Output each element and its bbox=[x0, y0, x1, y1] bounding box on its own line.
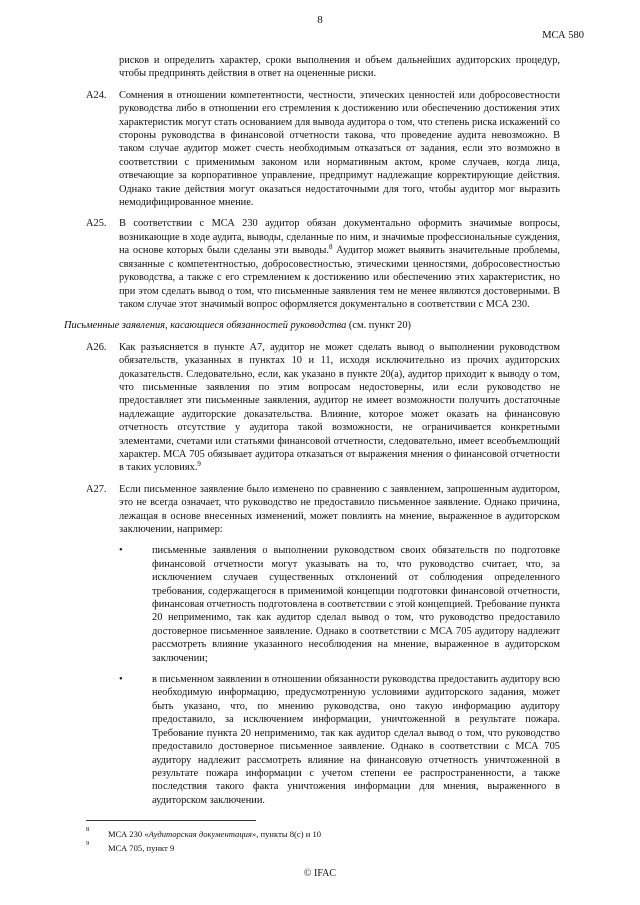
paragraph-a24 bbox=[86, 89, 560, 210]
paragraph-text: Как разъясняется в пункте A7, аудитор не может сделать вывод о выполнении руководством обязательств, указанных в пунктах 10 и 11, исходя исключительно из прочих аудиторских доказательств. Следовательно, если, как указано в пункте 20(a), аудитор приходит к выводу о том, что письменные заявления по этим вопросам недостоверны, или если руководство не предоставляет эти письменные заявления, аудитор не имеет возможности получить достаточные надлежащие аудиторские доказательства. Влияние, которое может оказать на финансовую отчетность отсутствие у аудитора такой возможности, не ограничивается конкретными элементами, счетами или статьями финансовой отчетности, следовательно, имеет всеобъемлющий характер. МСА 705 обязывает аудитора отказаться от выражения мнения о финансовой отчетности в таких условиях. bbox=[119, 341, 560, 474]
paragraph-a27 bbox=[86, 483, 560, 537]
footnote-text: МСА 705, пункт 9 bbox=[108, 843, 175, 853]
section-heading-ref: (см. пункт 20) bbox=[346, 320, 411, 332]
footnote-8 bbox=[86, 826, 322, 839]
paragraph-number: A26. bbox=[86, 341, 107, 353]
paragraph-text: Если письменное заявление было изменено по сравнению с заявлением, запрошенным аудитором, это не всегда означает, что руководство не предоставило письменное заявление. Однако причина, лежащая в основе внесенных изменений, может повлиять на мнение, выраженное в аудиторском заключении, например: bbox=[119, 483, 560, 535]
paragraph-text: Сомнения в отношении компетентности, честности, этических ценностей или добросовестности руководства либо в отношении его стремления к достижению или обеспечению достижения этих характеристик могут стать основанием для вывода аудитора о том, что степень риска искажений со стороны руководства в финансовой отчетности такова, что проведение аудита невозможно. В таком случае аудитор может счесть необходимым отказаться от задания, если это возможно в соответствии с применимым законом или нормативным актом, кроме случаев, когда лица, отвечающие за корпоративное управление, предпримут надлежащие корректирующие действия. Однако такие действия могут оказаться недостаточными для того, чтобы аудитор мог выразить немодифицированное мнение. bbox=[119, 89, 560, 209]
footnote-text bbox=[86, 829, 321, 839]
paragraph-a26 bbox=[86, 341, 560, 475]
bullet-item bbox=[119, 673, 560, 807]
section-heading-title: Письменные заявления, касающиеся обязанностей руководства bbox=[64, 320, 347, 332]
standard-label: МСА 580 bbox=[542, 30, 584, 41]
bullet-item bbox=[119, 544, 560, 665]
paragraph-number: A25. bbox=[86, 218, 107, 230]
footnote-text-end: », пункты 8(c) и 10 bbox=[251, 829, 322, 839]
footnote-title: Аудиторская документация bbox=[148, 829, 252, 839]
bullet-text: письменные заявления о выполнении руководством своих обязательств по подготовке финансовой отчетности могут указывать на то, что руководство считает, что, за исключением случаев существенных отклонений от соблюдения определенного требования, содержащегося в применимой концепции подготовки финансовой отчетности, финансовая отчетность подготовлена в соответствии с этой концепцией. Требование пункта 20 неприменимо, так как аудитор сделал вывод о том, что руководство предоставило достоверное письменное заявление. Однако в соответствии с МСА 705 аудитору надлежит рассмотреть влияние указанного несоблюдения на мнение, выраженное в аудиторском заключении; bbox=[152, 545, 561, 664]
continuation-paragraph: рисков и определить характер, сроки выполнения и объем дальнейших аудиторских процедур, чтобы предпринять действия в ответ на оцененные риски. bbox=[119, 55, 560, 80]
paragraph-number: A27. bbox=[86, 483, 107, 495]
footnote-mark: 9 bbox=[86, 840, 90, 847]
footnote-ref: 8 bbox=[329, 243, 333, 252]
footnote-ref: 9 bbox=[197, 460, 201, 469]
section-heading bbox=[64, 319, 560, 332]
paragraph-a25 bbox=[86, 217, 560, 311]
bullet-icon: • bbox=[119, 545, 123, 557]
footnote-9 bbox=[86, 840, 175, 853]
copyright: © IFAC bbox=[303, 868, 337, 879]
page-number: 8 bbox=[317, 14, 323, 26]
document-body bbox=[64, 54, 561, 807]
paragraph-text: В соответствии с МСА 230 аудитор обязан документально оформить значимые вопросы, возникающие в ходе аудита, выводы, сделанные по ним, и значимые профессиональные суждения, на основе которых были сделаны эти выводы. bbox=[119, 218, 560, 257]
footnote-mark: 8 bbox=[86, 826, 90, 833]
bullet-text: в письменном заявлении в отношении обязанности руководства предоставить аудитору всю необходимую информацию, предусмотренную условиями аудиторского задания, может быть указано, что, по мнению руководства, оно такую информацию аудитору предоставило, за исключением информации, уничтоженной в результате пожара. Требование пункта 20 неприменимо, так как аудитор сделал вывод о том, что руководство предоставило достоверное письменное заявление. Однако в соответствии с МСА 705 аудитору надлежит рассмотреть влияние на финансовую отчетность уничтоженной в результате пожара информации с учетом степени ее распространенности, а также последствия такого факта уничтожения информации для мнения, выраженного в аудиторском заключении. bbox=[152, 674, 560, 806]
footnote-divider bbox=[86, 820, 256, 821]
bullet-icon: • bbox=[119, 674, 123, 686]
paragraph-number: A24. bbox=[86, 89, 107, 101]
footnote-text-start: МСА 230 « bbox=[108, 829, 149, 839]
paragraph-text-continued: Аудитор может выявить значительные проблемы, связанные с компетентностью, добросовестностью, этическими ценностями, добросовестностью руководства, а также с его стремлением к достижению или обеспечению этих характеристик, но при этом сделать вывод о том, что письменные заявления тем не менее являются достоверными. В таком случае этот значимый вопрос оформляется документально в соответствии с МСА 230. bbox=[119, 245, 560, 310]
